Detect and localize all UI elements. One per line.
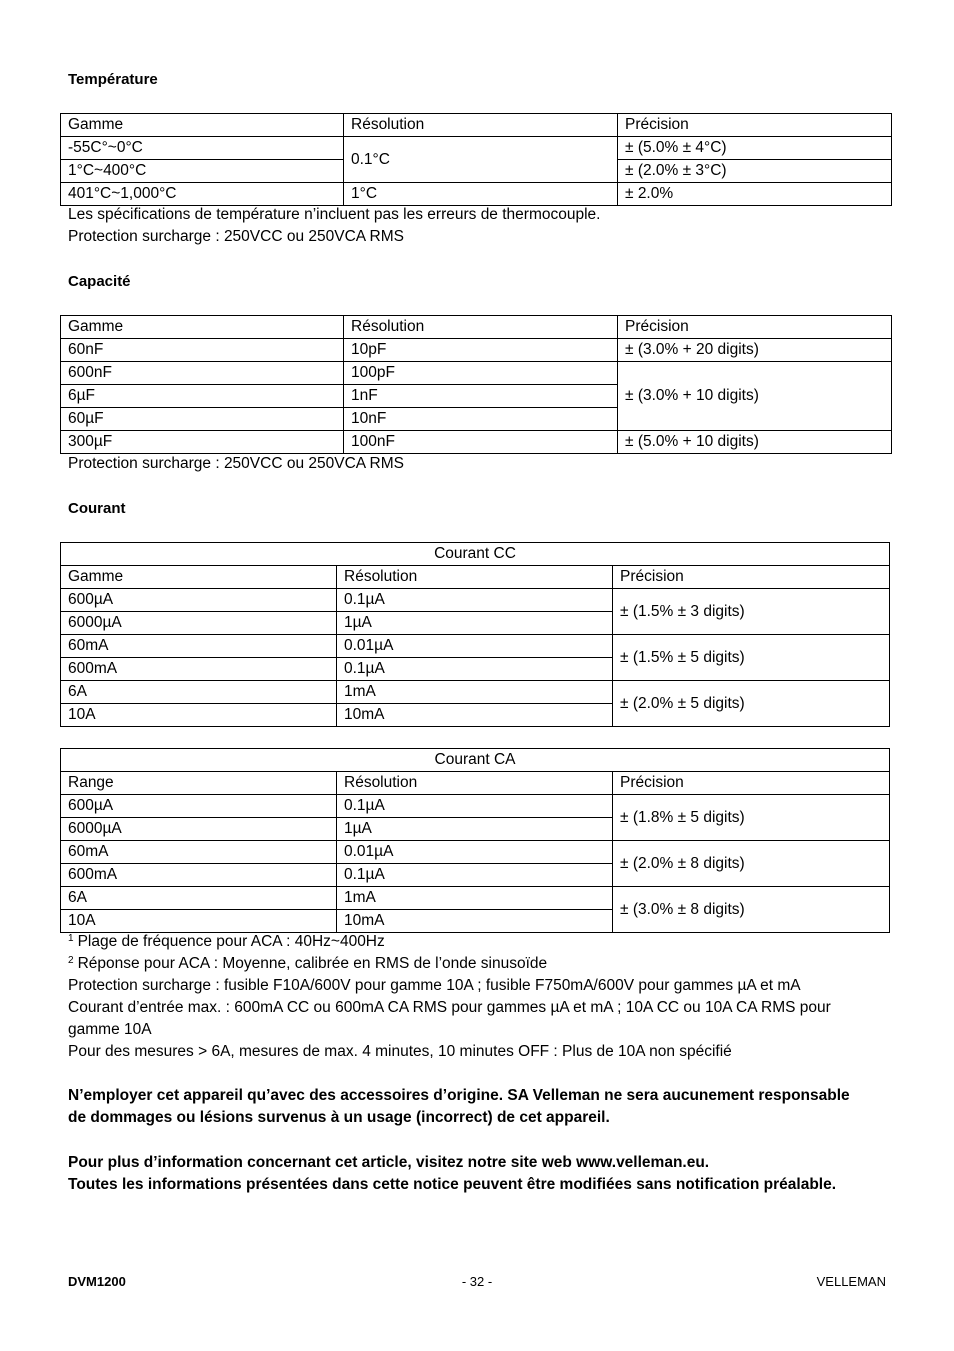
precision-cell: ± (5.0% ± 4°C) [618, 137, 892, 160]
precision-cell: ± (1.5% ± 3 digits) [613, 589, 890, 635]
range-cell: 6000µA [61, 818, 337, 841]
notice-text: de dommages ou lésions survenus à un usage (incorrect) de cet appareil. [68, 1109, 610, 1126]
table-row [61, 795, 890, 818]
range-cell: 300µF [61, 431, 344, 454]
resolution-cell: 0.1µA [337, 658, 613, 681]
table-row [61, 137, 892, 160]
resolution-cell: 10mA [337, 704, 613, 727]
precision-cell: ± (3.0% + 10 digits) [618, 362, 892, 431]
footnote [68, 933, 385, 951]
resolution-cell: 0.01µA [337, 841, 613, 864]
range-cell: 6µF [61, 385, 344, 408]
range-cell: 1°C~400°C [61, 160, 344, 183]
table-row [61, 841, 890, 864]
section-heading-current: Courant [68, 500, 126, 517]
footer-brand: VELLEMAN [816, 1274, 886, 1289]
header-cell: Gamme [61, 566, 337, 589]
table-caption: Courant CC [61, 543, 890, 566]
resolution-cell: 0.1µA [337, 589, 613, 612]
table-caption-row [61, 543, 890, 566]
table-row [61, 362, 892, 385]
range-cell: 6A [61, 887, 337, 910]
notice-text: Toutes les informations présentées dans cette notice peuvent être modifiées sans notification préalable. [68, 1176, 837, 1193]
resolution-cell: 1mA [337, 681, 613, 704]
resolution-cell: 1µA [337, 612, 613, 635]
temperature-table [60, 113, 892, 206]
resolution-cell: 1mA [337, 887, 613, 910]
footer-model: DVM1200 [68, 1274, 126, 1289]
footnote-mark: 2 [68, 955, 74, 966]
range-cell: 10A [61, 704, 337, 727]
table-row [61, 887, 890, 910]
resolution-cell: 0.1µA [337, 864, 613, 887]
range-cell: 60mA [61, 635, 337, 658]
range-cell: 6A [61, 681, 337, 704]
table-row [61, 431, 892, 454]
precision-cell: ± 2.0% [618, 183, 892, 206]
precision-cell: ± (1.5% ± 5 digits) [613, 635, 890, 681]
header-cell: Précision [618, 114, 892, 137]
header-cell: Résolution [344, 114, 618, 137]
resolution-cell: 1°C [344, 183, 618, 206]
footnote-text: Réponse pour ACA : Moyenne, calibrée en RMS de l’onde sinusoïde [77, 955, 548, 972]
notice-text: N’employer cet appareil qu’avec des accessoires d’origine. SA Velleman ne sera aucunement responsable [68, 1087, 850, 1104]
precision-cell: ± (3.0% ± 8 digits) [613, 887, 890, 933]
range-cell: 600µA [61, 589, 337, 612]
range-cell: 60µF [61, 408, 344, 431]
precision-cell: ± (2.0% ± 8 digits) [613, 841, 890, 887]
precision-cell: ± (5.0% + 10 digits) [618, 431, 892, 454]
header-cell: Précision [613, 772, 890, 795]
footnote-mark: 1 [68, 933, 74, 944]
section-heading-capacitance: Capacité [68, 273, 131, 290]
range-cell: 10A [61, 910, 337, 933]
resolution-cell: 100nF [344, 431, 618, 454]
precision-cell: ± (2.0% ± 3°C) [618, 160, 892, 183]
table-row [61, 589, 890, 612]
precision-cell: ± (3.0% + 20 digits) [618, 339, 892, 362]
table-header-row [61, 114, 892, 137]
note-text: Les spécifications de température n’incluent pas les erreurs de thermocouple. [68, 206, 601, 223]
resolution-cell: 0.1°C [344, 137, 618, 183]
range-cell: 600mA [61, 864, 337, 887]
table-header-row [61, 566, 890, 589]
note-text: Pour des mesures > 6A, mesures de max. 4 minutes, 10 minutes OFF : Plus de 10A non spécifié [68, 1043, 732, 1060]
resolution-cell: 10mA [337, 910, 613, 933]
header-cell: Précision [613, 566, 890, 589]
footnote [68, 955, 547, 973]
table-caption-row [61, 749, 890, 772]
table-row [61, 635, 890, 658]
section-heading-temperature: Température [68, 71, 158, 88]
range-cell: 60mA [61, 841, 337, 864]
resolution-cell: 0.1µA [337, 795, 613, 818]
dc-current-table [60, 542, 890, 727]
table-header-row [61, 316, 892, 339]
table-row [61, 183, 892, 206]
footer-page-number: - 32 - [461, 1274, 493, 1289]
range-cell: 60nF [61, 339, 344, 362]
table-caption: Courant CA [61, 749, 890, 772]
range-cell: 600nF [61, 362, 344, 385]
note-text: gamme 10A [68, 1021, 152, 1038]
precision-cell: ± (1.8% ± 5 digits) [613, 795, 890, 841]
header-cell: Résolution [337, 772, 613, 795]
range-cell: 6000µA [61, 612, 337, 635]
resolution-cell: 1µA [337, 818, 613, 841]
header-cell: Gamme [61, 316, 344, 339]
resolution-cell: 10nF [344, 408, 618, 431]
table-header-row [61, 772, 890, 795]
range-cell: 600µA [61, 795, 337, 818]
header-cell: Résolution [344, 316, 618, 339]
resolution-cell: 0.01µA [337, 635, 613, 658]
footnote-text: Plage de fréquence pour ACA : 40Hz~400Hz [77, 933, 385, 950]
resolution-cell: 1nF [344, 385, 618, 408]
resolution-cell: 10pF [344, 339, 618, 362]
header-cell: Range [61, 772, 337, 795]
note-text: Protection surcharge : 250VCC ou 250VCA RMS [68, 455, 405, 472]
table-row [61, 339, 892, 362]
note-text: Protection surcharge : 250VCC ou 250VCA RMS [68, 228, 405, 245]
header-cell: Résolution [337, 566, 613, 589]
range-cell: 401°C~1,000°C [61, 183, 344, 206]
header-cell: Gamme [61, 114, 344, 137]
ac-current-table [60, 748, 890, 933]
range-cell: 600mA [61, 658, 337, 681]
header-cell: Précision [618, 316, 892, 339]
precision-cell: ± (2.0% ± 5 digits) [613, 681, 890, 727]
notice-text: Pour plus d’information concernant cet article, visitez notre site web www.velleman.eu. [68, 1154, 710, 1171]
note-text: Protection surcharge : fusible F10A/600V pour gamme 10A ; fusible F750mA/600V pour gammes µA et mA [68, 977, 801, 994]
note-text: Courant d’entrée max. : 600mA CC ou 600mA CA RMS pour gammes µA et mA ; 10A CC ou 10A CA RMS pour [68, 999, 831, 1016]
range-cell: -55C°~0°C [61, 137, 344, 160]
resolution-cell: 100pF [344, 362, 618, 385]
table-row [61, 681, 890, 704]
capacitance-table [60, 315, 892, 454]
